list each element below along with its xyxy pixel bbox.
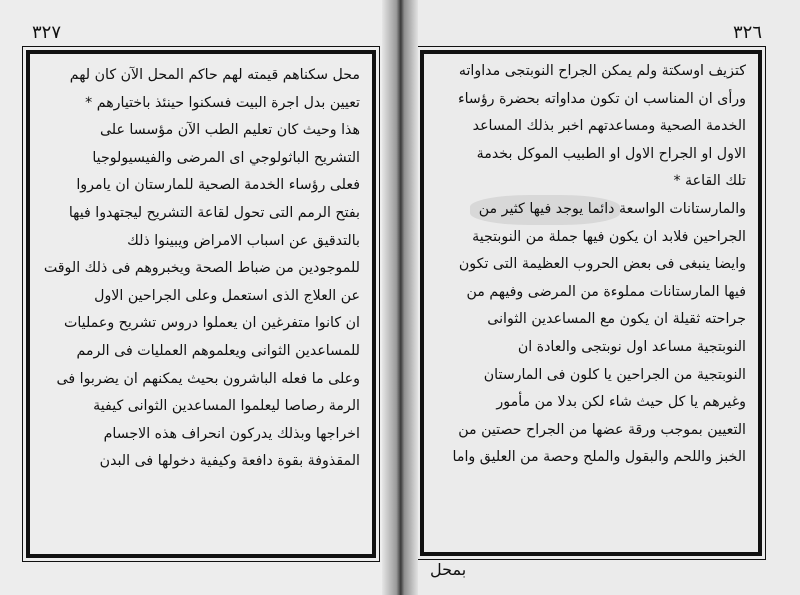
text-line: الخبز واللحم والبقول والملح وحصة من العليق واما — [452, 449, 746, 466]
text-line: للموجودين من ضباط الصحة ويخبروهم فى ذلك الوقت — [43, 260, 360, 277]
text-line: جراحته ثقيلة ان يكون مع المساعدين الثوانى — [487, 311, 746, 328]
text-block-right — [436, 58, 746, 472]
text-line: وايضا ينبغى فى بعض الحروب العظيمة التى تكون — [458, 256, 746, 273]
text-line: كتزيف اوسكتة ولم يمكن الجراح النوبتجى مداواته — [458, 63, 746, 79]
page-number-left: ٣٢٧ — [32, 22, 62, 43]
text-line: المقذوفة بقوة دافعة وكيفية دخولها فى البدن — [99, 453, 360, 470]
text-line: النوبتجية من الجراحين يا كلون فى المارستان — [483, 366, 746, 383]
text-line: فعلى رؤساء الخدمة الصحية للمارستان ان يامروا — [76, 177, 360, 194]
text-line: الاول او الجراح الاول او الطبيب الموكل بخدمة — [476, 145, 746, 162]
text-line: محل سكناهم قيمته لهم حاكم المحل الآن كان لهم — [69, 67, 360, 83]
text-line: عن العلاج الذى استعمل وعلى الجراحين الاول — [94, 287, 360, 304]
text-line: للمساعدين الثوانى ويعلموهم العمليات فى الرمم — [76, 342, 360, 359]
text-line: النوبتجية مساعد اول نوبتجى والعادة ان — [517, 338, 746, 355]
text-line: بفتح الرمم التى تحول لقاعة التشريح ليجتهدوا فيها — [68, 204, 360, 221]
text-line: تلك القاعة * — [673, 173, 746, 190]
text-line: تعيين بدل اجرة البيت فسكنوا حينئذ باختيارهم * — [85, 94, 360, 111]
text-block-left — [42, 62, 360, 476]
text-line: ورأى ان المناسب ان تكون مداواته بحضرة رؤساء — [457, 90, 746, 107]
text-line: الرمة رصاصا ليعلموا المساعدين الثوانى كيفية — [93, 398, 360, 415]
text-line: ان كانوا متفرغين ان يعملوا دروس تشريح وعمليات — [64, 315, 360, 332]
text-line: بالتدقيق عن اسباب الامراض ويبينوا ذلك — [127, 232, 360, 249]
catchword: بمحل — [430, 560, 467, 579]
text-line: اخراجها وبذلك يدركون انحراف هذه الاجسام — [103, 425, 360, 442]
text-line: التشريح الباثولوجي اى المرضى والفيسيولوجيا — [92, 149, 360, 166]
text-line: الجراحين فلابد ان يكون فيها جملة من النوبتجية — [472, 228, 746, 245]
text-line: وغيرهم يا كل حيث شاء لكن بدلا من مأمور — [496, 394, 746, 411]
text-line: الخدمة الصحية ومساعدتهم اخبر بذلك المساعد — [472, 118, 746, 135]
book-gutter — [382, 0, 418, 595]
text-line: هذا وحيث كان تعليم الطب الآن مؤسسا على — [99, 122, 360, 139]
page-number-right: ٣٢٦ — [732, 22, 762, 43]
text-line: التعيين بموجب ورقة عضها من الجراح حصتين من — [458, 421, 746, 438]
text-line: فيها المارستانات مملوءة من المرضى وفيهم من — [466, 283, 746, 300]
right-page — [398, 0, 800, 595]
text-line: والمارستانات الواسعة دائما يوجد فيها كثير من — [478, 200, 746, 217]
text-line: وعلى ما فعله الباشرون بحيث يمكنهم ان يضربوا فى — [56, 370, 360, 387]
left-page — [0, 0, 398, 595]
